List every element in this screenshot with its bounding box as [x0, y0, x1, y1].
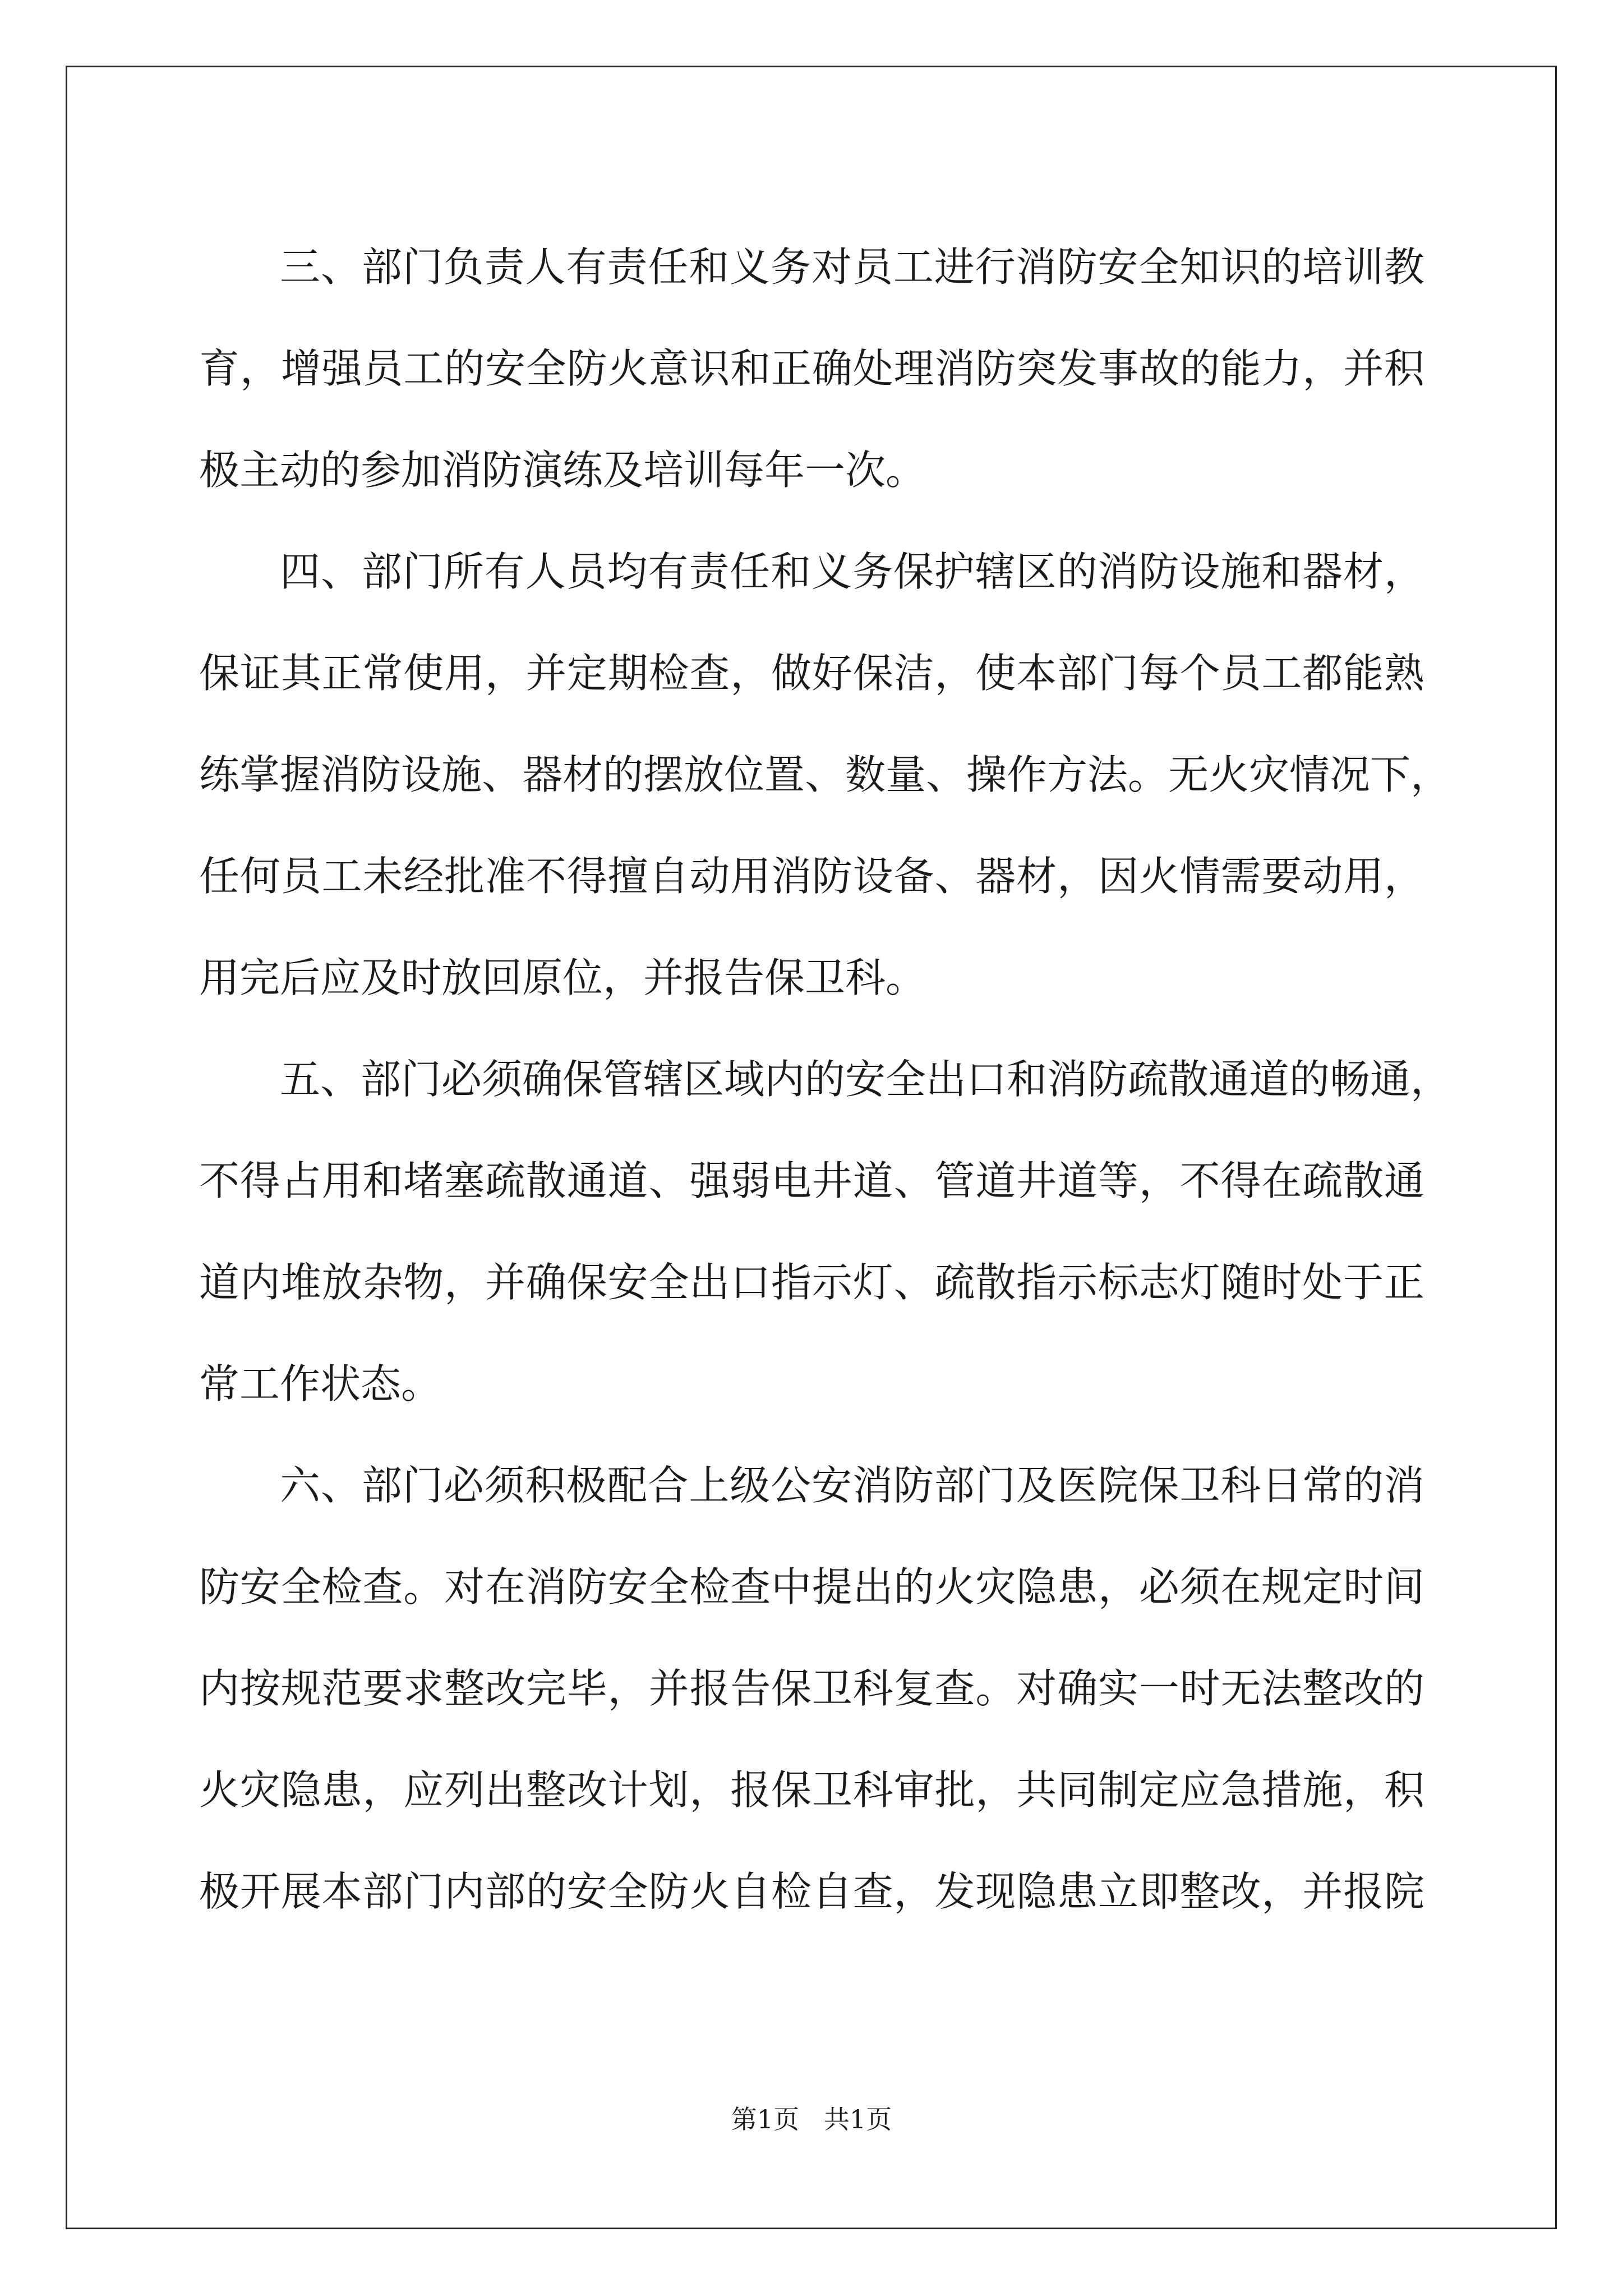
text-line: 不得占用和堵塞疏散通道、强弱电井道、管道井道等，不得在疏散通: [199, 1157, 1424, 1204]
text-line: 育，增强员工的安全防火意识和正确处理消防突发事故的能力，并积: [199, 345, 1424, 392]
paragraph-6: [199, 1435, 1424, 1943]
paragraph-4: [199, 521, 1451, 1029]
paragraph-3: [199, 217, 1424, 521]
text-line: 保证其正常使用，并定期检查，做好保洁，使本部门每个员工都能熟: [199, 650, 1424, 697]
text-line: 任何员工未经批准不得擅自动用消防设备、器材，因火情需要动用，: [199, 853, 1424, 900]
text-line: 六、部门必须积极配合上级公安消防部门及医院保卫科日常的消: [280, 1462, 1424, 1509]
text-line: 五、部门必须确保管辖区域内的安全出口和消防疏散通道的畅通，: [280, 1056, 1451, 1103]
text-line: 道内堆放杂物，并确保安全出口指示灯、疏散指示标志灯随时处于正: [199, 1259, 1424, 1306]
text-line: 用完后应及时放回原位，并报告保卫科。: [199, 954, 926, 1001]
text-line: 常工作状态。: [199, 1360, 442, 1407]
document-body: [199, 217, 1451, 1943]
text-line: 极开展本部门内部的安全防火自检自查，发现隐患立即整改，并报院: [199, 1868, 1424, 1915]
text-line: 防安全检查。对在消防安全检查中提出的火灾隐患，必须在规定时间: [199, 1563, 1424, 1611]
text-line: 极主动的参加消防演练及培训每年一次。: [199, 447, 926, 494]
text-line: 内按规范要求整改完毕，并报告保卫科复查。对确实一时无法整改的: [199, 1665, 1424, 1712]
text-line: 火灾隐患，应列出整改计划，报保卫科审批，共同制定应急措施，积: [199, 1766, 1424, 1814]
page-number-footer: 第1页 共1页: [731, 2104, 892, 2134]
text-line: 三、部门负责人有责任和义务对员工进行消防安全知识的培训教: [280, 243, 1424, 291]
paragraph-5: [199, 1029, 1451, 1435]
text-line: 练掌握消防设施、器材的摆放位置、数量、操作方法。无火灾情况下，: [199, 751, 1451, 798]
text-line: 四、部门所有人员均有责任和义务保护辖区的消防设施和器材，: [280, 548, 1424, 595]
